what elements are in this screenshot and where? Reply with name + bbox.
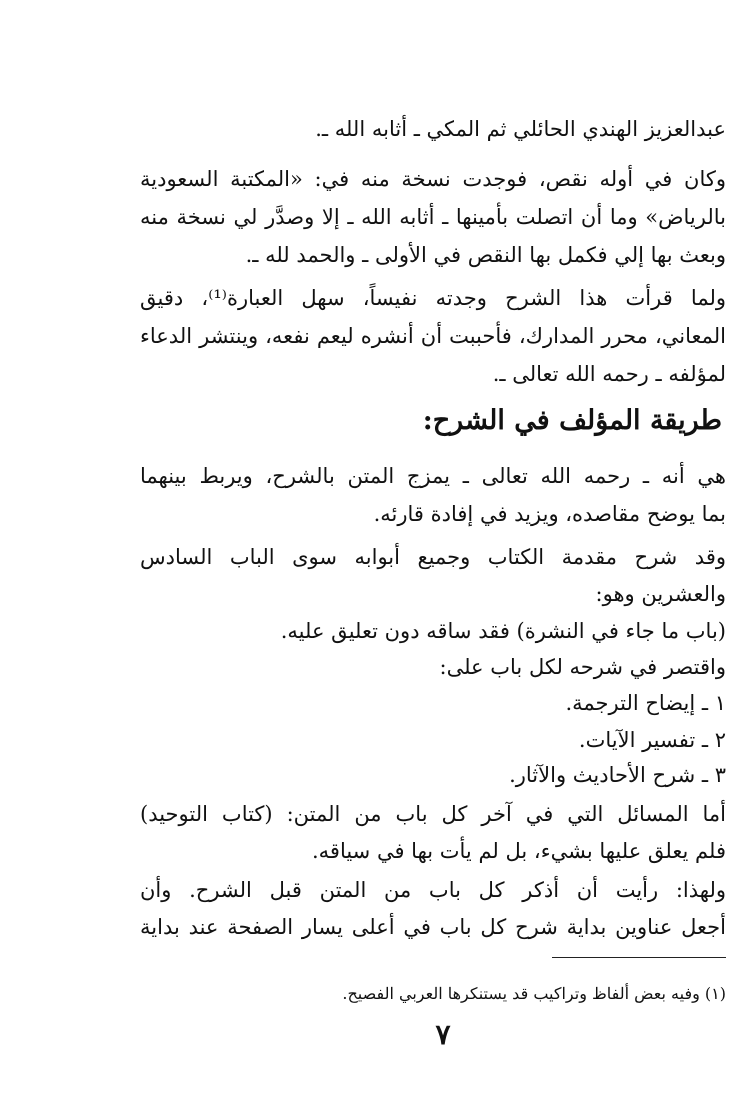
body-line: فلم يعلق عليها بشيء، بل لم يأت بها في سياقه. [311,839,726,863]
body-line: أجعل عناوين بداية شرح كل باب في أعلى يسار الصفحة عند بداية [140,915,726,939]
paragraph-line: لمؤلفه ـ رحمه الله تعالى ـ. [492,362,726,386]
body-line: هي أنه ـ رحمه الله تعالى ـ يمزج المتن بالشرح، ويربط بينهما [140,464,726,488]
body-line: واقتصر في شرحه لكل باب على: [439,655,726,679]
body-line: وقد شرح مقدمة الكتاب وجميع أبوابه سوى الباب السادس [140,545,726,569]
paragraph-line: وكان في أوله نقص، فوجدت نسخة منه في: «المكتبة السعودية [140,167,726,191]
paragraph-line: المعاني، محرر المدارك، فأحببت أن أنشره ليعم نفعه، وينتشر الدعاء [140,324,726,348]
page-number: ٧ [435,1018,451,1051]
list-item: ٢ ـ تفسير الآيات. [578,728,726,752]
body-line: ولهذا: رأيت أن أذكر كل باب من المتن قبل الشرح. وأن [140,878,726,902]
paragraph-line: بالرياض» وما أن اتصلت بأمينها ـ أثابه الله ـ إلا وصدَّر لي نسخة منه [140,205,726,229]
body-line: والعشرين وهو: [595,582,726,606]
section-heading: طريقة المؤلف في الشرح: [422,405,722,436]
list-item: ٣ ـ شرح الأحاديث والآثار. [509,763,726,787]
footnote: (١) وفيه بعض ألفاظ وتراكيب قد يستنكرها العربي الفصيح. [342,984,726,1003]
paragraph-line: ولما قرأت هذا الشرح وجدته نفيساً، سهل العبارة⁽¹⁾، دقيق [140,286,726,310]
paragraph-line: عبدالعزيز الهندي الحائلي ثم المكي ـ أثابه الله ـ. [315,117,726,141]
body-line: بما يوضح مقاصده، ويزيد في إفادة قارئه. [373,502,726,526]
body-line: (باب ما جاء في النشرة) فقد ساقه دون تعليق عليه. [280,619,726,643]
body-line: أما المسائل التي في آخر كل باب من المتن: (كتاب التوحيد) [140,802,726,826]
footnote-separator [552,957,726,958]
paragraph-line: وبعث بها إلي فكمل بها النقص في الأولى ـ والحمد لله ـ. [245,243,726,267]
list-item: ١ ـ إيضاح الترجمة. [565,691,726,715]
